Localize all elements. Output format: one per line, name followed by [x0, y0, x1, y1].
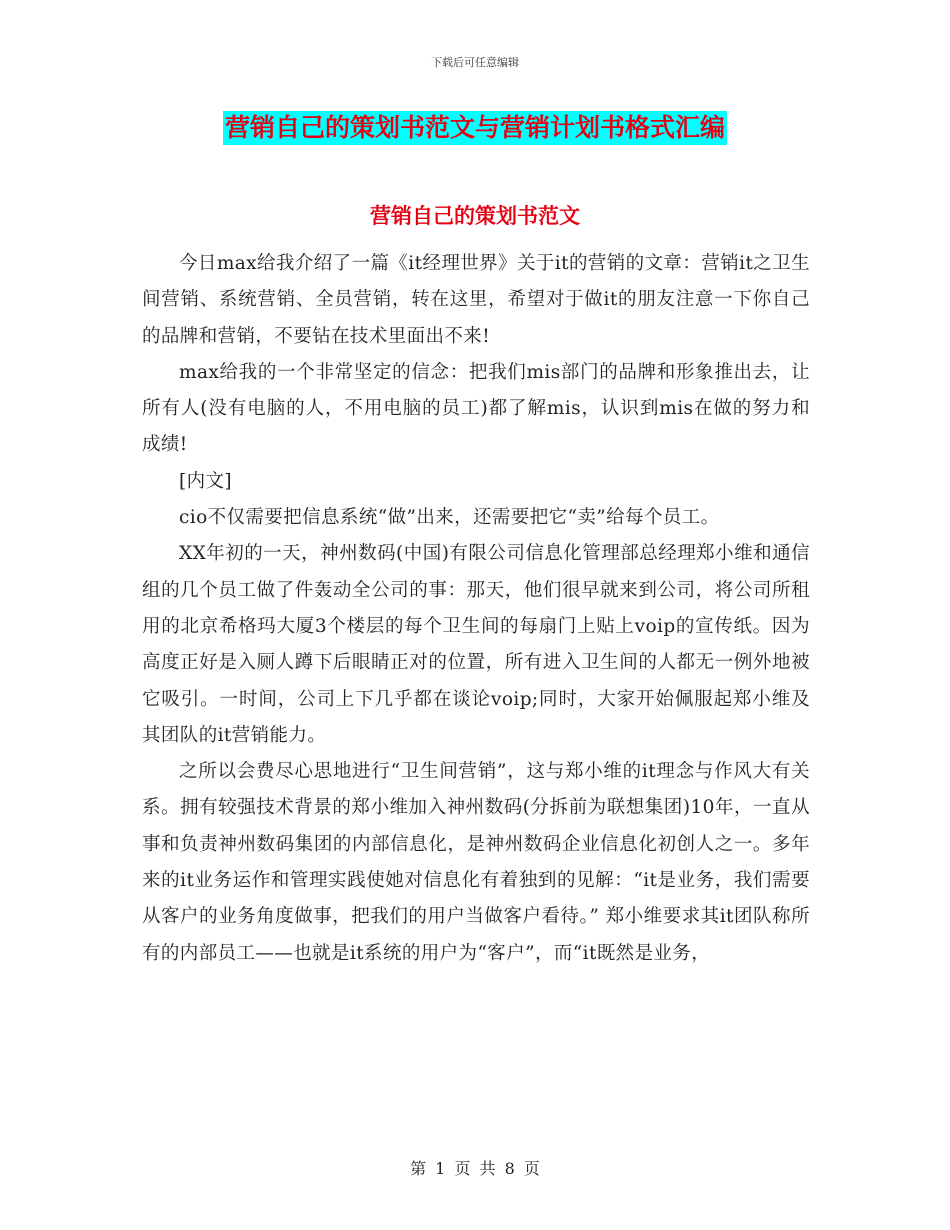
paragraph: XX年初的一天，神州数码(中国)有限公司信息化管理部总经理郑小维和通信组的几个员工做了件轰动全公司的事：那天，他们很早就来到公司，将公司所租用的北京希格玛大厦3个楼层的每个卫生间的每扇门上贴上voip的宣传纸。因为高度正好是入厕人蹲下后眼睛正对的位置，所有进入卫生间的人都无一例外地被它吸引。一时间，公司上下几乎都在谈论voip;同时，大家开始佩服起郑小维及其团队的it营销能力。	[142, 543, 810, 746]
paragraph: max给我的一个非常坚定的信念：把我们mis部门的品牌和形象推出去，让所有人(没有电脑的人，不用电脑的员工)都了解mis，认识到mis在做的努力和成绩!	[142, 361, 810, 456]
paragraph: [内文]	[179, 470, 233, 492]
header-note: 下载后可任意编辑	[431, 56, 519, 69]
paragraph: 之所以会费尽心思地进行“卫生间营销”，这与郑小维的it理念与作风大有关系。拥有较强技术背景的郑小维加入神州数码(分拆前为联想集团)10年，一直从事和负责神州数码集团的内部信息化，是神州数码企业信息化初创人之一。多年来的it业务运作和管理实践使她对信息化有着独到的见解：“it是业务，我们需要从客户的业务角度做事，把我们的用户当做客户看待。” 郑小维要求其it团队称所有的内部员工——也就是it系统的用户为“客户”，而“it既然是业务，	[142, 761, 810, 964]
paragraph: cio不仅需要把信息系统“做”出来，还需要把它“卖”给每个员工。	[179, 507, 720, 529]
document-title: 营销自己的策划书范文与营销计划书格式汇编	[223, 111, 727, 145]
paragraph: 今日max给我介绍了一篇《it经理世界》关于it的营销的文章：营销it之卫生间营销、系统营销、全员营销，转在这里，希望对于做it的朋友注意一下你自己的品牌和营销，不要钻在技术里面出不来!	[142, 253, 810, 347]
page-footer: 第 1 页 共 8 页	[410, 1159, 540, 1178]
document-subtitle: 营销自己的策划书范文	[370, 204, 580, 228]
title-block	[0, 111, 950, 145]
document-body	[142, 246, 810, 972]
